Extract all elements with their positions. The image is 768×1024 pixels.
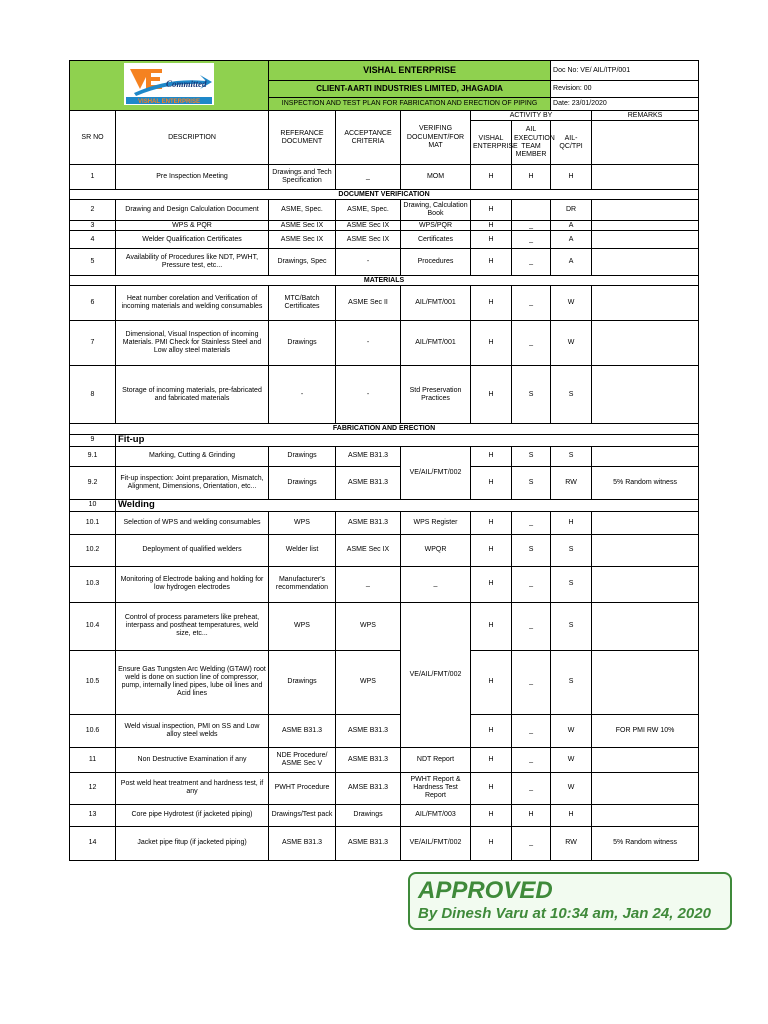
cell-ver: AIL/FMT/001 xyxy=(401,286,471,321)
cell-rem: 5% Random witness xyxy=(592,466,699,499)
cell-ve: H xyxy=(471,321,512,366)
cell-qc: W xyxy=(551,747,592,772)
doc-number: Doc No: VE/ AIL/ITP/001 xyxy=(551,61,699,81)
cell-ref: WPS xyxy=(269,602,336,650)
table-row xyxy=(70,650,699,714)
cell-ve: H xyxy=(471,804,512,826)
cell-acc: ASME Sec IX xyxy=(336,221,401,231)
table-row xyxy=(70,231,699,249)
cell-ref: Drawings/Test pack xyxy=(269,804,336,826)
revision: Revision: 00 xyxy=(551,81,699,98)
col-activity-by: ACTIVITY BY xyxy=(471,111,592,121)
cell-ref: MTC/Batch Certificates xyxy=(269,286,336,321)
cell-qc: S xyxy=(551,446,592,466)
cell-ve: H xyxy=(471,249,512,276)
col-ail-qc: AIL-QC/TPI xyxy=(551,121,592,165)
cell-ve: H xyxy=(471,534,512,566)
cell-qc: W xyxy=(551,286,592,321)
cell-sr: 2 xyxy=(70,200,116,221)
cell-ver: WPQR xyxy=(401,534,471,566)
cell-rem xyxy=(592,650,699,714)
cell-sr: 11 xyxy=(70,747,116,772)
cell-desc: Heat number corelation and Verification of incoming materials and welding consumables xyxy=(116,286,269,321)
cell-sr: 10.4 xyxy=(70,602,116,650)
table-row xyxy=(70,772,699,804)
cell-ver: NDT Report xyxy=(401,747,471,772)
cell-ve: H xyxy=(471,714,512,747)
cell-rem xyxy=(592,321,699,366)
cell-desc: Availability of Procedures like NDT, PWHT, Pressure test, etc... xyxy=(116,249,269,276)
cell-rem xyxy=(592,602,699,650)
cell-rem xyxy=(592,231,699,249)
cell-ve: H xyxy=(471,200,512,221)
cell-qc: S xyxy=(551,534,592,566)
cell-ail: _ xyxy=(512,650,551,714)
col-acceptance: ACCEPTANCE CRITERIA xyxy=(336,111,401,165)
client-name: CLIENT-AARTI INDUSTRIES LIMITED, JHAGADIA xyxy=(269,81,551,98)
cell-sr: 1 xyxy=(70,165,116,190)
cell-ail xyxy=(512,200,551,221)
cell-ail: S xyxy=(512,466,551,499)
svg-text:VISHAL ENTERPRISE: VISHAL ENTERPRISE xyxy=(138,99,200,105)
cell-ver: AIL/FMT/001 xyxy=(401,321,471,366)
cell-ref: ASME Sec IX xyxy=(269,231,336,249)
table-row xyxy=(70,249,699,276)
cell-ref: WPS xyxy=(269,511,336,534)
cell-ail: S xyxy=(512,366,551,424)
cell-rem xyxy=(592,747,699,772)
cell-ref: Drawings xyxy=(269,321,336,366)
table-row xyxy=(70,466,699,499)
table-row xyxy=(70,826,699,860)
cell-ref: PWHT Procedure xyxy=(269,772,336,804)
table-row xyxy=(70,221,699,231)
table-row xyxy=(70,321,699,366)
cell-ail: _ xyxy=(512,826,551,860)
cell-rem xyxy=(592,804,699,826)
cell-ail: _ xyxy=(512,511,551,534)
cell-qc: DR xyxy=(551,200,592,221)
col-verifying: VERIFING DOCUMENT/FOR MAT xyxy=(401,111,471,165)
cell-desc: Fit-up inspection: Joint preparation, Mismatch, Alignment, Dimensions, Orientation, etc... xyxy=(116,466,269,499)
cell-ail: _ xyxy=(512,747,551,772)
cell-rem xyxy=(592,200,699,221)
cell-sr: 10 xyxy=(70,499,116,511)
cell-ve: H xyxy=(471,511,512,534)
cell-desc: Drawing and Design Calculation Document xyxy=(116,200,269,221)
cell-ref: Drawings, Spec xyxy=(269,249,336,276)
cell-ve: H xyxy=(471,747,512,772)
cell-ver: MOM xyxy=(401,165,471,190)
cell-qc: RW xyxy=(551,466,592,499)
cell-desc: Monitoring of Electrode baking and holding for low hydrogen electrodes xyxy=(116,566,269,602)
cell-desc: WPS & PQR xyxy=(116,221,269,231)
cell-ref: ASME Sec IX xyxy=(269,221,336,231)
col-description: DESCRIPTION xyxy=(116,111,269,165)
company-name: VISHAL ENTERPRISE xyxy=(269,61,551,81)
itp-table xyxy=(69,60,699,861)
cell-desc: Storage of incoming materials, pre-fabricated and fabricated materials xyxy=(116,366,269,424)
doc-date: Date: 23/01/2020 xyxy=(551,97,699,110)
cell-ve: H xyxy=(471,602,512,650)
cell-ail: _ xyxy=(512,249,551,276)
cell-desc: Deployment of qualified welders xyxy=(116,534,269,566)
cell-ve: H xyxy=(471,826,512,860)
cell-ve: H xyxy=(471,221,512,231)
cell-ail: H xyxy=(512,165,551,190)
cell-sr: 10.6 xyxy=(70,714,116,747)
cell-qc: S xyxy=(551,366,592,424)
cell-ve: H xyxy=(471,366,512,424)
cell-acc: AMSE B31.3 xyxy=(336,772,401,804)
cell-qc: S xyxy=(551,602,592,650)
group-welding: Welding xyxy=(116,499,699,511)
cell-desc: Post weld heat treatment and hardness test, if any xyxy=(116,772,269,804)
cell-ver: Certificates xyxy=(401,231,471,249)
cell-sr: 4 xyxy=(70,231,116,249)
col-sr-no: SR NO xyxy=(70,111,116,165)
table-row xyxy=(70,200,699,221)
cell-acc: ASME B31.3 xyxy=(336,511,401,534)
cell-acc: ASME B31.3 xyxy=(336,826,401,860)
cell-qc: RW xyxy=(551,826,592,860)
cell-ve: H xyxy=(471,165,512,190)
cell-desc: Jacket pipe fitup (if jacketed piping) xyxy=(116,826,269,860)
cell-acc: - xyxy=(336,366,401,424)
table-row xyxy=(70,534,699,566)
cell-rem: FOR PMI RW 10% xyxy=(592,714,699,747)
cell-qc: A xyxy=(551,231,592,249)
cell-ail: _ xyxy=(512,772,551,804)
cell-ver: Std Preservation Practices xyxy=(401,366,471,424)
table-row xyxy=(70,747,699,772)
cell-acc: - xyxy=(336,321,401,366)
remarks-header-blank xyxy=(592,121,699,165)
table-row xyxy=(70,286,699,321)
cell-rem xyxy=(592,511,699,534)
table-row xyxy=(70,435,699,447)
cell-ve: H xyxy=(471,446,512,466)
cell-acc: ASME, Spec. xyxy=(336,200,401,221)
table-row xyxy=(70,566,699,602)
cell-ve: H xyxy=(471,772,512,804)
cell-ref: Drawings and Tech Specification xyxy=(269,165,336,190)
cell-sr: 10.1 xyxy=(70,511,116,534)
cell-sr: 8 xyxy=(70,366,116,424)
cell-sr: 7 xyxy=(70,321,116,366)
cell-desc: Welder Qualification Certificates xyxy=(116,231,269,249)
cell-ail: _ xyxy=(512,231,551,249)
cell-ver-merged: VE/AIL/FMT/002 xyxy=(401,602,471,747)
cell-sr: 5 xyxy=(70,249,116,276)
col-remarks: REMARKS xyxy=(592,111,699,121)
cell-desc: Control of process parameters like preheat, interpass and postheat temperatures, weld size, etc... xyxy=(116,602,269,650)
cell-rem xyxy=(592,366,699,424)
cell-ref: Welder list xyxy=(269,534,336,566)
cell-desc: Marking, Cutting & Grinding xyxy=(116,446,269,466)
cell-acc: Drawings xyxy=(336,804,401,826)
table-row xyxy=(70,165,699,190)
cell-acc: ASME B31.3 xyxy=(336,466,401,499)
cell-desc: Pre Inspection Meeting xyxy=(116,165,269,190)
table-row xyxy=(70,366,699,424)
cell-ve: H xyxy=(471,566,512,602)
cell-ail: H xyxy=(512,804,551,826)
cell-rem xyxy=(592,534,699,566)
cell-sr: 6 xyxy=(70,286,116,321)
cell-qc: H xyxy=(551,804,592,826)
cell-ail: _ xyxy=(512,221,551,231)
table-row xyxy=(70,499,699,511)
cell-sr: 9.1 xyxy=(70,446,116,466)
cell-qc: W xyxy=(551,714,592,747)
cell-acc: _ xyxy=(336,165,401,190)
cell-rem: 5% Random witness xyxy=(592,826,699,860)
table-row xyxy=(70,804,699,826)
logo-emblem-icon xyxy=(124,63,214,105)
cell-ref: ASME B31.3 xyxy=(269,714,336,747)
cell-sr: 10.5 xyxy=(70,650,116,714)
cell-ref: Drawings xyxy=(269,446,336,466)
col-vishal: VISHAL ENTERPRISE xyxy=(471,121,512,165)
cell-qc: W xyxy=(551,321,592,366)
cell-sr: 12 xyxy=(70,772,116,804)
cell-ref: NDE Procedure/ ASME Sec V xyxy=(269,747,336,772)
cell-ve: H xyxy=(471,466,512,499)
group-fit-up: Fit-up xyxy=(116,435,699,447)
cell-rem xyxy=(592,772,699,804)
section-fabrication-erection: FABRICATION AND ERECTION xyxy=(70,424,699,435)
cell-sr: 10.3 xyxy=(70,566,116,602)
cell-sr: 3 xyxy=(70,221,116,231)
cell-acc: ASME Sec II xyxy=(336,286,401,321)
cell-ver: _ xyxy=(401,566,471,602)
stamp-approver: By Dinesh Varu at 10:34 am, Jan 24, 2020 xyxy=(418,905,711,922)
stamp-title: APPROVED xyxy=(418,877,553,904)
cell-acc: _ xyxy=(336,566,401,602)
cell-ver: AIL/FMT/003 xyxy=(401,804,471,826)
cell-ref: ASME, Spec. xyxy=(269,200,336,221)
cell-acc: ASME Sec IX xyxy=(336,231,401,249)
cell-desc: Weld visual inspection, PMI on SS and Low alloy steel welds xyxy=(116,714,269,747)
cell-sr: 14 xyxy=(70,826,116,860)
col-reference: REFERANCE DOCUMENT xyxy=(269,111,336,165)
cell-qc: A xyxy=(551,221,592,231)
cell-ref: ASME B31.3 xyxy=(269,826,336,860)
cell-ve: H xyxy=(471,286,512,321)
cell-ver-merged: VE/AIL/FMT/002 xyxy=(401,446,471,499)
cell-rem xyxy=(592,286,699,321)
cell-acc: WPS xyxy=(336,602,401,650)
section-doc-verification: DOCUMENT VERIFICATION xyxy=(70,190,699,200)
svg-text:Committed: Committed xyxy=(166,79,207,89)
cell-desc: Ensure Gas Tungsten Arc Welding (GTAW) root weld is done on suction line of compressor, pump, internally lined pipes, lube oil lines and Acid lines xyxy=(116,650,269,714)
cell-acc: WPS xyxy=(336,650,401,714)
cell-desc: Non Destructive Examination if any xyxy=(116,747,269,772)
cell-sr: 9 xyxy=(70,435,116,447)
cell-desc: Core pipe Hydrotest (if jacketed piping) xyxy=(116,804,269,826)
cell-rem xyxy=(592,446,699,466)
cell-ail: _ xyxy=(512,321,551,366)
cell-qc: A xyxy=(551,249,592,276)
cell-rem xyxy=(592,165,699,190)
plan-title: INSPECTION AND TEST PLAN FOR FABRICATION AND ERECTION OF PIPING xyxy=(269,97,551,110)
cell-ref: Manufacturer's recommendation xyxy=(269,566,336,602)
cell-ref: - xyxy=(269,366,336,424)
cell-rem xyxy=(592,566,699,602)
table-row xyxy=(70,602,699,650)
cell-ail: S xyxy=(512,446,551,466)
table-row xyxy=(70,714,699,747)
cell-ve: H xyxy=(471,650,512,714)
col-ail-exec: AIL EXECUTION TEAM MEMBER xyxy=(512,121,551,165)
cell-acc: ASME B31.3 xyxy=(336,446,401,466)
cell-ail: _ xyxy=(512,286,551,321)
cell-ail: S xyxy=(512,534,551,566)
cell-qc: H xyxy=(551,165,592,190)
table-row xyxy=(70,511,699,534)
cell-acc: ASME B31.3 xyxy=(336,747,401,772)
cell-ail: _ xyxy=(512,714,551,747)
cell-qc: S xyxy=(551,566,592,602)
cell-ver: Procedures xyxy=(401,249,471,276)
cell-ref: Drawings xyxy=(269,650,336,714)
approved-stamp xyxy=(408,872,732,930)
company-logo xyxy=(70,61,269,111)
cell-ver: VE/AIL/FMT/002 xyxy=(401,826,471,860)
cell-ref: Drawings xyxy=(269,466,336,499)
cell-qc: W xyxy=(551,772,592,804)
cell-sr: 10.2 xyxy=(70,534,116,566)
cell-ail: _ xyxy=(512,602,551,650)
cell-desc: Dimensional, Visual Inspection of incoming Materials. PMI Check for Stainless Steel and Low alloy steel materials xyxy=(116,321,269,366)
cell-ail: _ xyxy=(512,566,551,602)
cell-rem xyxy=(592,249,699,276)
cell-qc: S xyxy=(551,650,592,714)
cell-sr: 9.2 xyxy=(70,466,116,499)
cell-qc: H xyxy=(551,511,592,534)
cell-acc: ASME B31.3 xyxy=(336,714,401,747)
cell-ver: WPS/PQR xyxy=(401,221,471,231)
cell-desc: Selection of WPS and welding consumables xyxy=(116,511,269,534)
cell-acc: ASME Sec IX xyxy=(336,534,401,566)
cell-ver: WPS Register xyxy=(401,511,471,534)
cell-acc: - xyxy=(336,249,401,276)
cell-ve: H xyxy=(471,231,512,249)
cell-rem xyxy=(592,221,699,231)
section-materials: MATERIALS xyxy=(70,276,699,286)
cell-sr: 13 xyxy=(70,804,116,826)
cell-ver: PWHT Report & Hardness Test Report xyxy=(401,772,471,804)
table-row xyxy=(70,446,699,466)
cell-ver: Drawing, Calculation Book xyxy=(401,200,471,221)
